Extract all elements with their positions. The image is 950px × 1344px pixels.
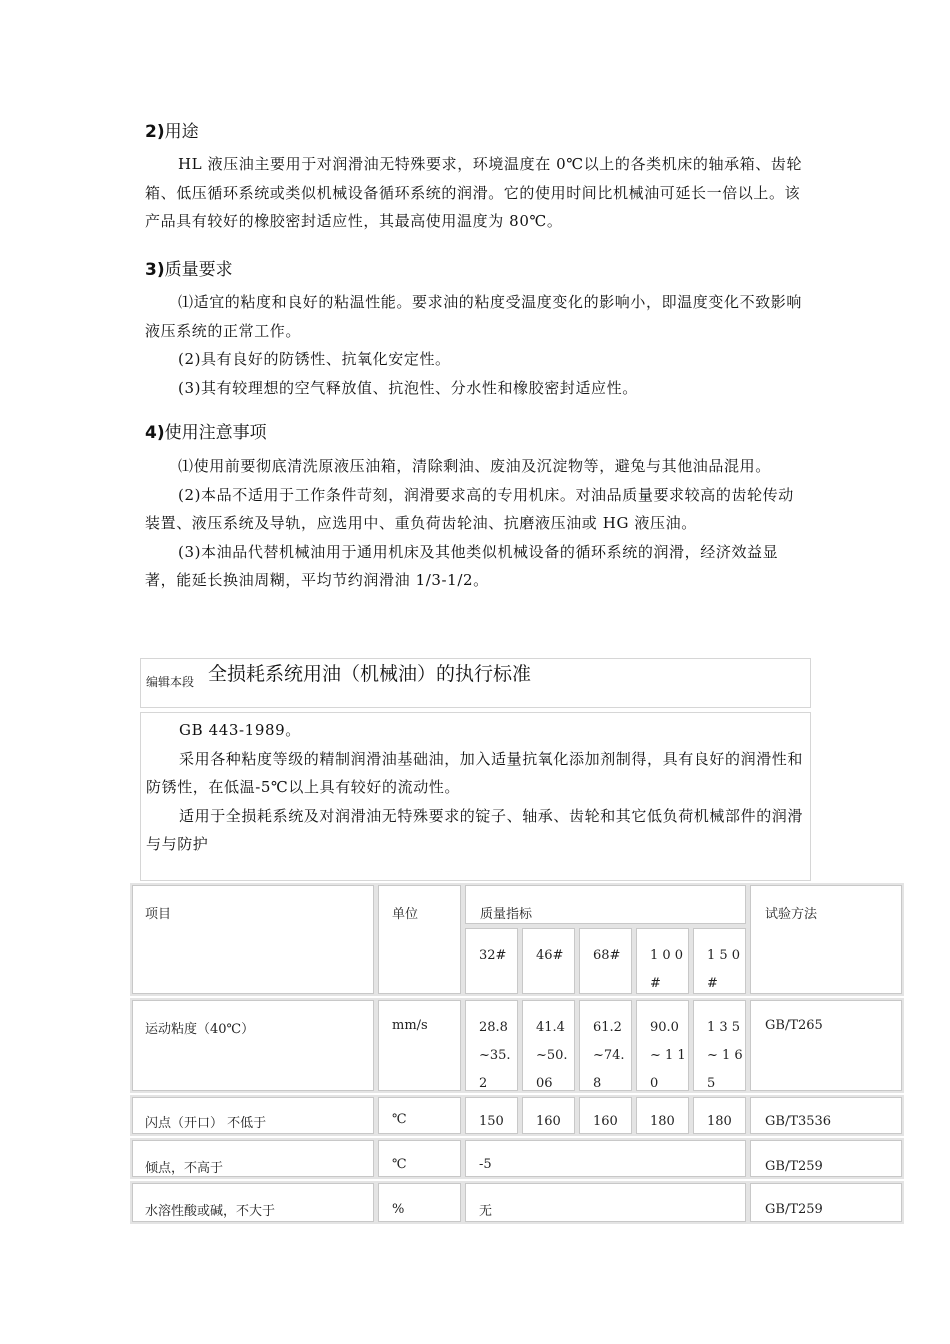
row-value-cell: 61.2 ~74. 8 bbox=[577, 998, 634, 1093]
section-title: 全损耗系统用油（机械油）的执行标准 bbox=[208, 663, 532, 685]
heading-usage: 2)用途 bbox=[145, 122, 199, 142]
quality-item: (3)其有较理想的空气释放值、抗泡性、分水性和橡胶密封适应性。 bbox=[178, 378, 638, 397]
row-item-cell: 闪点（开口） 不低于 bbox=[130, 1095, 376, 1136]
row-method-cell: GB/T259 bbox=[748, 1138, 904, 1179]
usage-paragraph: HL 液压油主要用于对润滑油无特殊要求，环境温度在 0℃以上的各类机床的轴承箱、齿轮箱、低压循环系统或类似机械设备循环系统的润滑。它的使用时间比机械油可延长一倍以上。该产品具有较好的橡胶密封适应性，其最高使用温度为 80℃。 bbox=[145, 155, 803, 230]
note-item: (3)本油品代替机械油用于通用机床及其他类似机械设备的循环系统的润滑，经济效益显著，能延长换油周糊，平均节约润滑油 1/3-1/2。 bbox=[145, 542, 779, 589]
row-item-cell: 水溶性酸或碱，不大于 bbox=[130, 1181, 376, 1224]
header-item-cell: 项目 bbox=[130, 883, 376, 996]
heading-quality-requirements: 3)质量要求 bbox=[145, 260, 233, 280]
note-item: ⑴使用前要彻底清洗原液压油箱，清除剩油、废油及沉淀物等，避兔与其他油品混用。 bbox=[178, 457, 771, 475]
row-unit-cell: ℃ bbox=[376, 1095, 463, 1136]
row-value-cell: 160 bbox=[577, 1095, 634, 1136]
row-unit-cell: % bbox=[376, 1181, 463, 1224]
grade-header-cell: 1 5 0 # bbox=[691, 926, 748, 996]
row-unit-cell: ℃ bbox=[376, 1138, 463, 1179]
heading-usage-notes: 4)使用注意事项 bbox=[145, 423, 267, 443]
row-value-cell: 160 bbox=[520, 1095, 577, 1136]
header-quality-cell: 质量指标 bbox=[463, 883, 748, 926]
row-item-cell: 倾点，不高于 bbox=[130, 1138, 376, 1179]
row-value-cell: 28.8 ~35. 2 bbox=[463, 998, 520, 1093]
quality-item: ⑴适宜的粘度和良好的粘温性能。要求油的粘度受温度变化的影响小，即温度变化不致影响液压系统的正常工作。 bbox=[145, 293, 803, 340]
row-method-cell: GB/T3536 bbox=[748, 1095, 904, 1136]
row-value-cell: 90.0 ~ 1 1 0 bbox=[634, 998, 691, 1093]
header-unit-cell: 单位 bbox=[376, 883, 463, 996]
row-value-cell: 180 bbox=[691, 1095, 748, 1136]
row-value-span-cell: 无 bbox=[463, 1181, 748, 1224]
row-value-cell: 41.4 ~50. 06 bbox=[520, 998, 577, 1093]
grade-header-cell: 1 0 0 # bbox=[634, 926, 691, 996]
row-method-cell: GB/T259 bbox=[748, 1181, 904, 1224]
row-value-cell: 180 bbox=[634, 1095, 691, 1136]
row-value-cell: 150 bbox=[463, 1095, 520, 1136]
edit-section-link[interactable]: 编辑本段 bbox=[146, 675, 195, 689]
grade-header-cell: 68# bbox=[577, 926, 634, 996]
grade-header-cell: 46# bbox=[520, 926, 577, 996]
row-value-cell: 1 3 5 ~ 1 6 5 bbox=[691, 998, 748, 1093]
header-method-cell: 试验方法 bbox=[748, 883, 904, 996]
standard-description: 采用各种粘度等级的精制润滑油基础油，加入适量抗氧化添加剂制得，具有良好的润滑性和防锈性，在低温-5℃以上具有较好的流动性。 bbox=[146, 749, 804, 796]
row-item-cell: 运动粘度（40℃） bbox=[130, 998, 376, 1093]
quality-item: (2)具有良好的防锈性、抗氧化安定性。 bbox=[178, 350, 451, 368]
standard-code: GB 443-1989。 bbox=[179, 721, 301, 739]
note-item: (2)本品不适用于工作条件苛刻，润滑要求高的专用机床。对油品质量要求较高的齿轮传动装置、液压系统及导轨，应选用中、重负荷齿轮油、抗磨液压油或 HG 液压油。 bbox=[145, 485, 794, 532]
standard-usage: 适用于全损耗系统及对润滑油无特殊要求的锭子、轴承、齿轮和其它低负荷机械部件的润滑与与防护 bbox=[146, 806, 804, 853]
row-method-cell: GB/T265 bbox=[748, 998, 904, 1093]
grade-header-cell: 32# bbox=[463, 926, 520, 996]
row-unit-cell: mm/s bbox=[376, 998, 463, 1093]
row-value-span-cell: -5 bbox=[463, 1138, 748, 1179]
